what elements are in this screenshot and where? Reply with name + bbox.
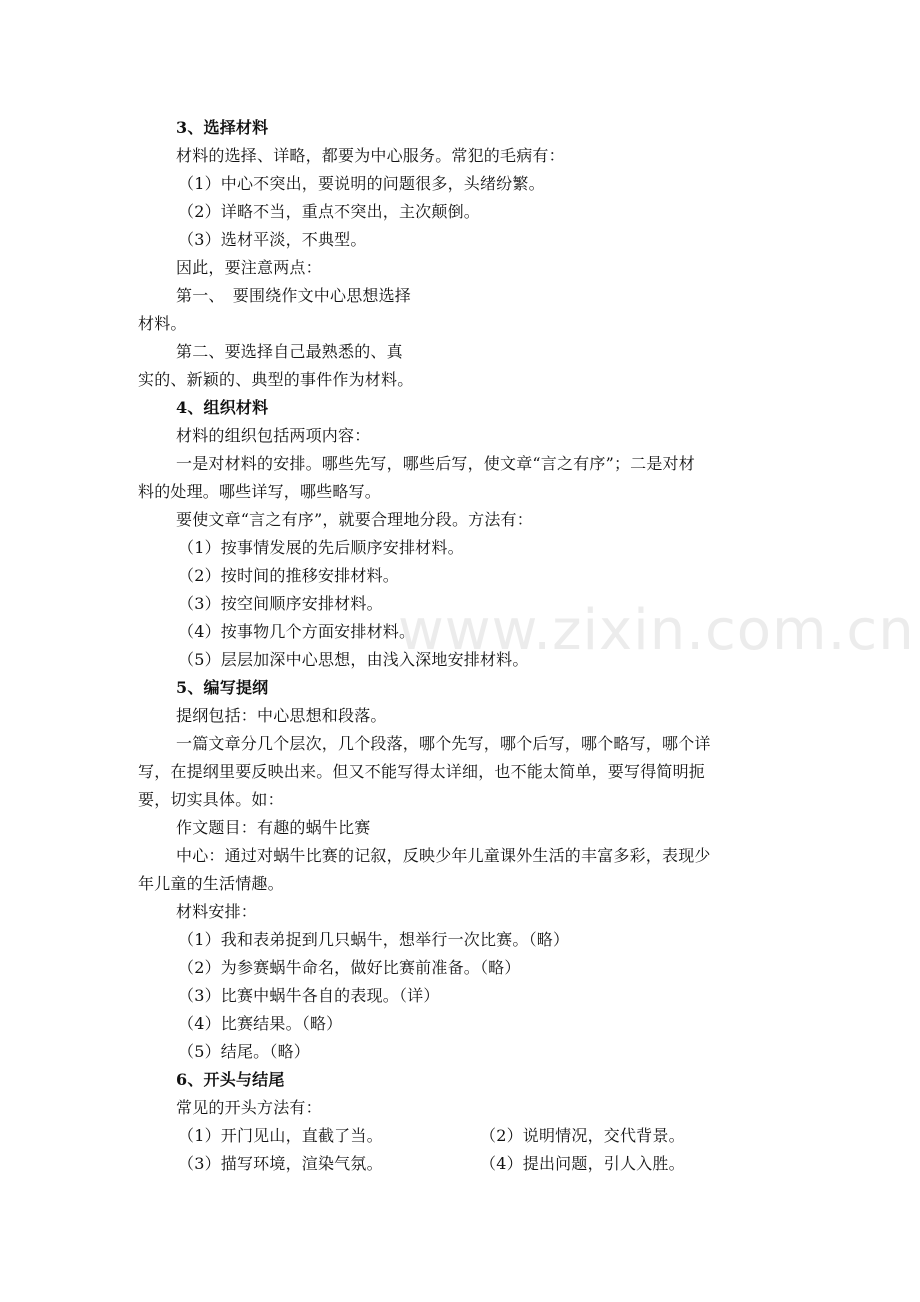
list-item: （3）比赛中蜗牛各自的表现。（详）: [178, 986, 440, 1005]
heading-outline: 5、编写提纲: [176, 678, 269, 697]
paragraph-line: 第一、 要围绕作文中心思想选择: [176, 286, 412, 305]
paragraph-line: 作文题目：有趣的蜗牛比赛: [176, 818, 371, 837]
paragraph-line: 材料安排：: [176, 902, 258, 921]
heading-select-materials: 3、选择材料: [176, 118, 269, 137]
list-item: （1）按事情发展的先后顺序安排材料。: [178, 538, 464, 557]
heading-opening-ending: 6、开头与结尾: [176, 1070, 285, 1089]
paragraph-line: 常见的开头方法有：: [176, 1098, 322, 1117]
paragraph-line: 第二、要选择自己最熟悉的、真: [176, 342, 403, 361]
list-item: （5）层层加深中心思想，由浅入深地安排材料。: [178, 650, 529, 669]
list-item: （3）描写环境，渲染气氛。: [178, 1154, 383, 1173]
paragraph-line: 材料的选择、详略，都要为中心服务。常犯的毛病有：: [176, 146, 565, 165]
paragraph-line: 因此，要注意两点：: [176, 258, 322, 277]
paragraph-line: 实的、新颖的、典型的事件作为材料。: [138, 370, 414, 389]
list-item: （1）中心不突出，要说明的问题很多，头绪纷繁。: [178, 174, 545, 193]
paragraph-line: 要使文章“言之有序”，就要合理地分段。方法有：: [176, 510, 533, 529]
paragraph-line: 料的处理。哪些详写，哪些略写。: [138, 482, 382, 501]
list-item: （3）选材平淡，不典型。: [178, 230, 367, 249]
list-item: （1）开门见山，直截了当。: [178, 1126, 383, 1145]
paragraph-line: 一是对材料的安排。哪些先写，哪些后写，使文章“言之有序”；二是对材: [176, 454, 695, 473]
paragraph-line: 一篇文章分几个层次，几个段落，哪个先写，哪个后写，哪个略写，哪个详: [176, 734, 711, 753]
list-item: （2）详略不当，重点不突出，主次颠倒。: [178, 202, 480, 221]
list-item: （4）比赛结果。（略）: [178, 1014, 343, 1033]
list-item: （4）提出问题，引人入胜。: [480, 1154, 685, 1173]
paragraph-line: 材料的组织包括两项内容：: [176, 426, 371, 445]
list-item: （3）按空间顺序安排材料。: [178, 594, 383, 613]
list-item: （5）结尾。（略）: [178, 1042, 310, 1061]
list-item: （2）说明情况，交代背景。: [480, 1126, 685, 1145]
paragraph-line: 写，在提纲里要反映出来。但又不能写得太详细，也不能太简单，要写得简明扼: [138, 762, 706, 781]
paragraph-line: 要，切实具体。如：: [138, 790, 284, 809]
paragraph-line: 提纲包括：中心思想和段落。: [176, 706, 387, 725]
watermark: www.zixin.com.cn: [398, 598, 915, 663]
list-item: （2）为参赛蜗牛命名，做好比赛前准备。（略）: [178, 958, 521, 977]
list-item: （4）按事物几个方面安排材料。: [178, 622, 416, 641]
paragraph-line: 材料。: [138, 314, 187, 333]
paragraph-line: 年儿童的生活情趣。: [138, 874, 284, 893]
heading-organize-materials: 4、组织材料: [176, 398, 269, 417]
list-item: （1）我和表弟捉到几只蜗牛，想举行一次比赛。（略）: [178, 930, 570, 949]
paragraph-line: 中心：通过对蜗牛比赛的记叙，反映少年儿童课外生活的丰富多彩，表现少: [176, 846, 711, 865]
list-item: （2）按时间的推移安排材料。: [178, 566, 399, 585]
